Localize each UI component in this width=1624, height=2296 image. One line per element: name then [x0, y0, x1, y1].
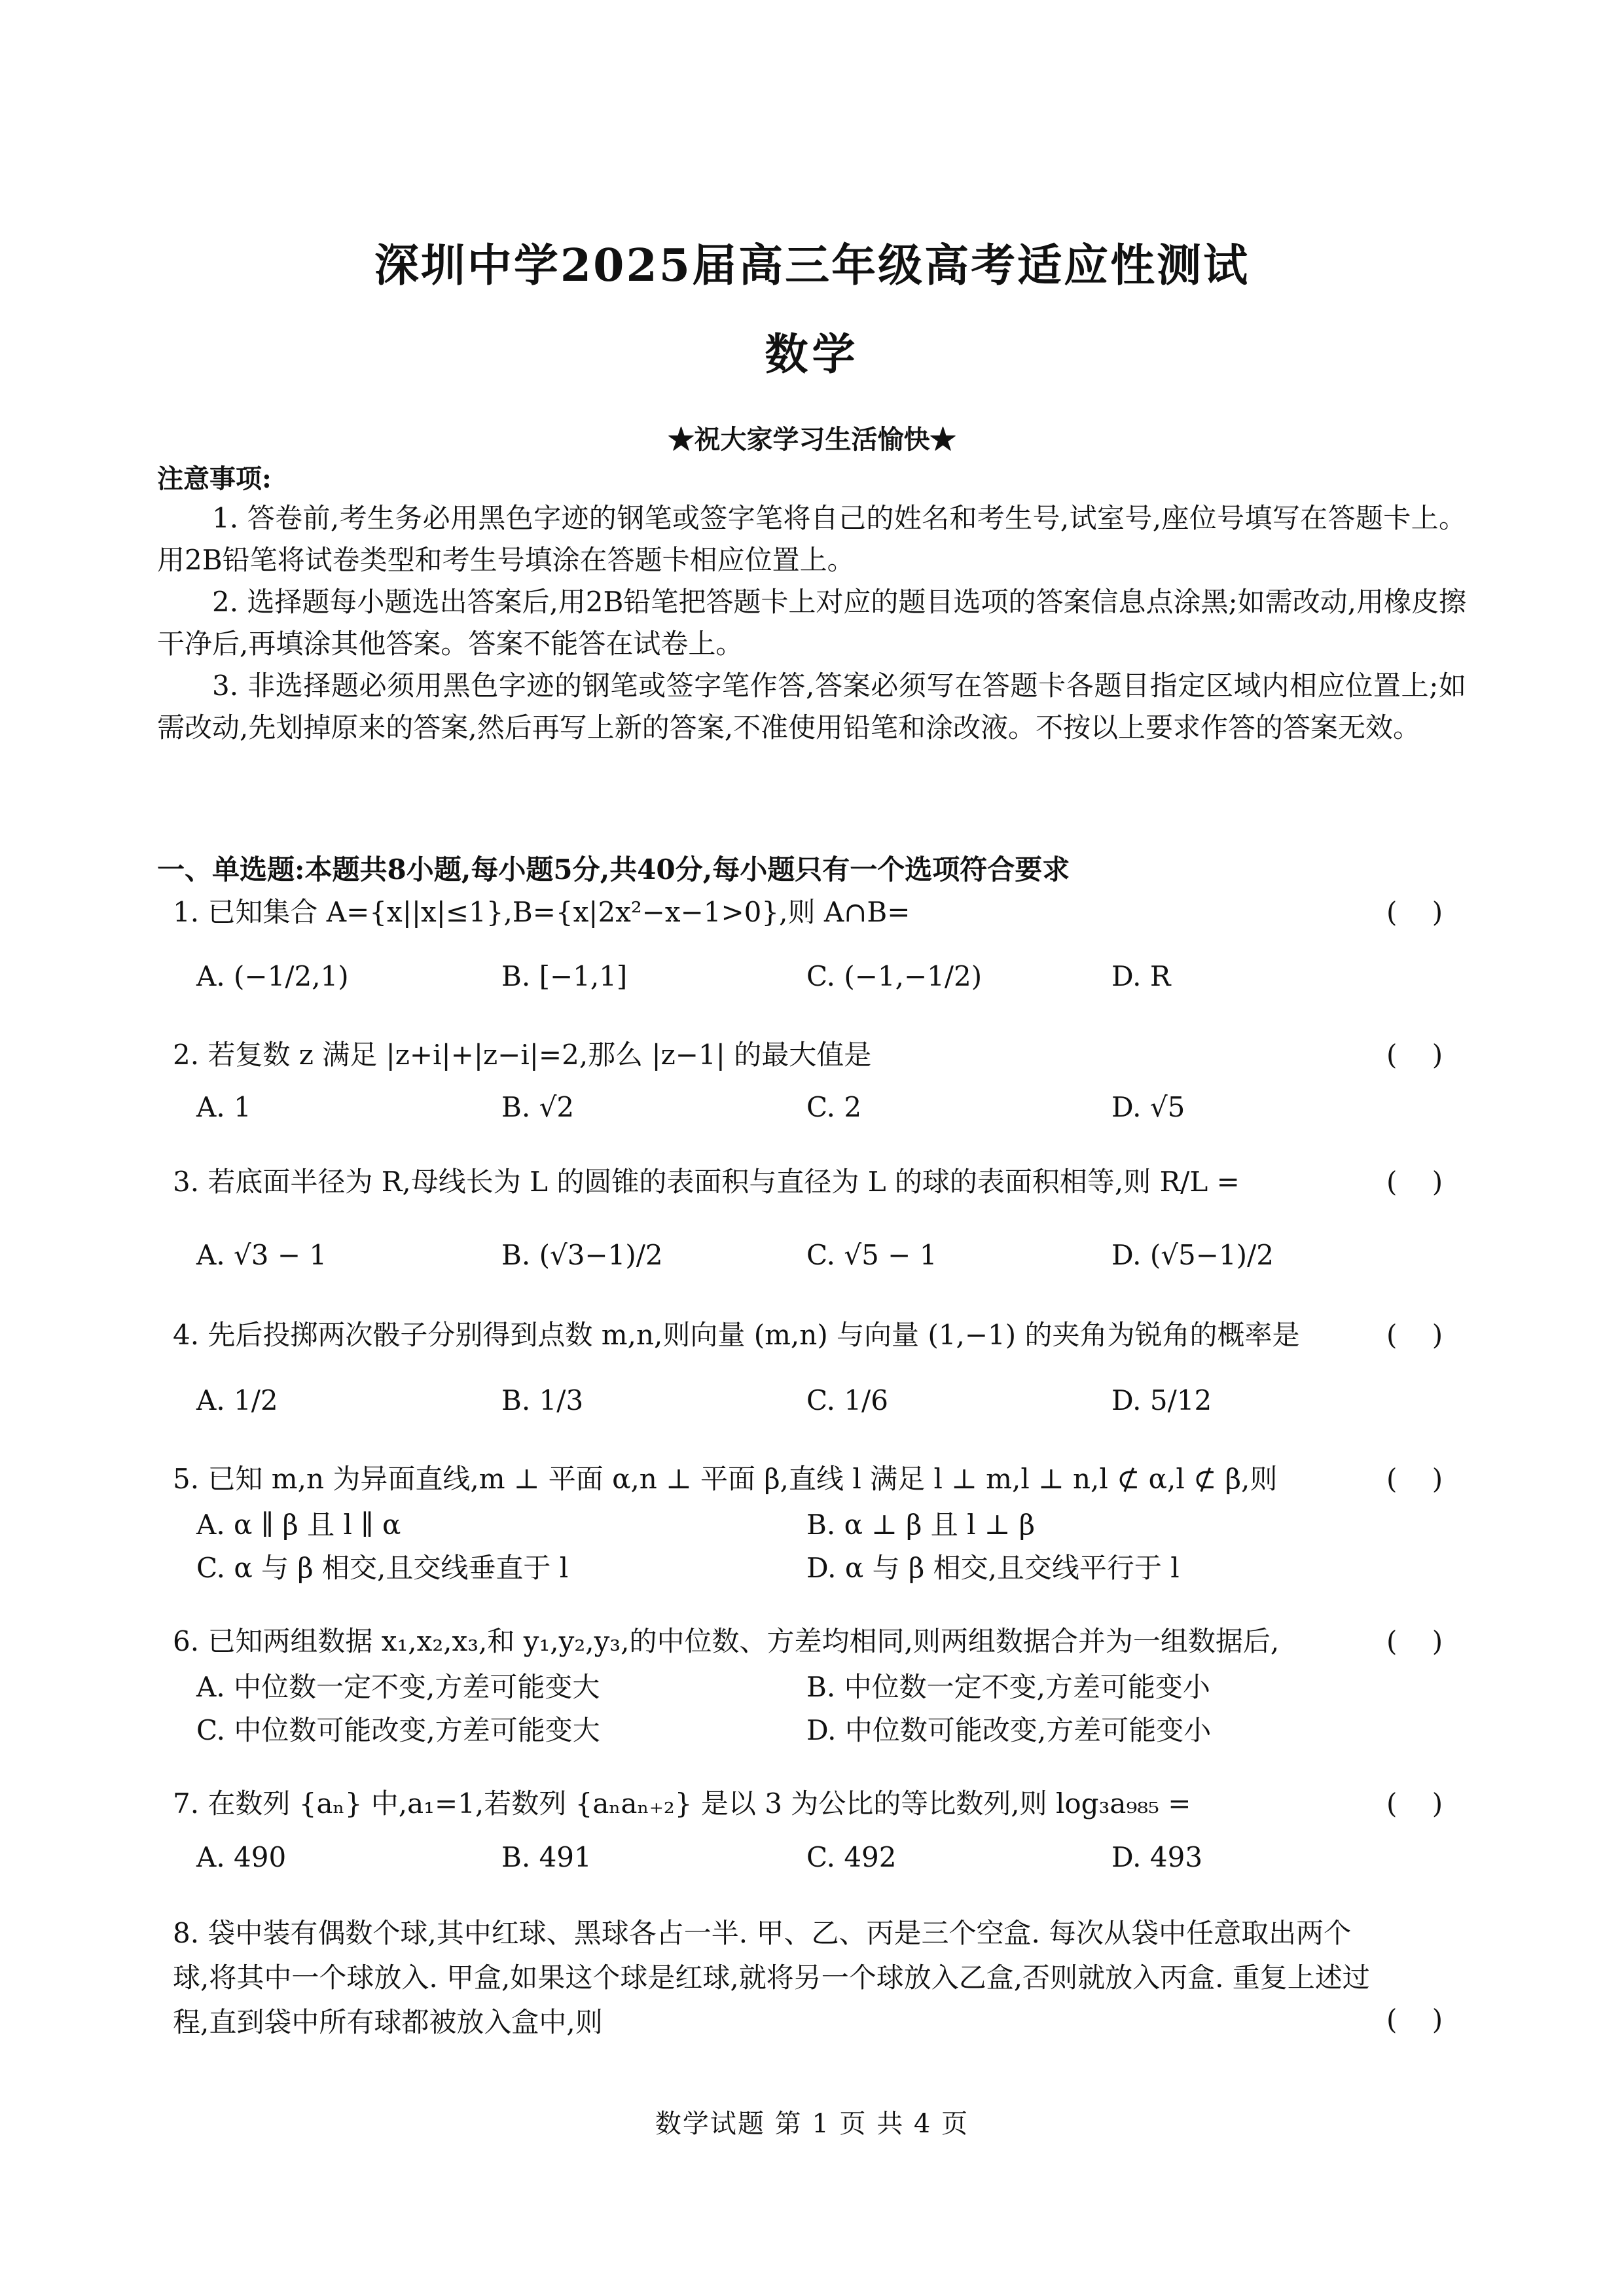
question-6-option-d: D. 中位数可能改变,方差可能变小	[806, 1714, 1212, 1746]
notice-item-2: 2. 选择题每小题选出答案后,用2B铅笔把答题卡上对应的题目选项的答案信息点涂黑;如需改动,用橡皮擦干净后,再填涂其他答案。答案不能答在试卷上。	[157, 586, 1466, 660]
question-2-stem: 2. 若复数 z 满足 |z+i|+|z−i|=2,那么 |z−1| 的最大值是	[173, 1039, 872, 1071]
question-4-option-c: C. 1/6	[806, 1384, 888, 1416]
question-4-stem: 4. 先后投掷两次骰子分别得到点数 m,n,则向量 (m,n) 与向量 (1,−1) 的夹角为锐角的概率是	[173, 1319, 1300, 1351]
answer-blank: ( )	[1386, 1625, 1443, 1657]
page-footer: 数学试题 第 1 页 共 4 页	[655, 2109, 969, 2139]
question-2-option-d: D. √5	[1111, 1091, 1185, 1123]
question-7-option-c: C. 492	[806, 1841, 897, 1873]
question-3-option-b: B. (√3−1)/2	[501, 1239, 663, 1271]
question-4-option-a: A. 1/2	[196, 1384, 278, 1416]
question-6-option-b: B. 中位数一定不变,方差可能变小	[806, 1671, 1210, 1703]
question-2-option-c: C. 2	[806, 1091, 862, 1123]
answer-blank: ( )	[1386, 1319, 1443, 1351]
answer-blank: ( )	[1386, 2003, 1443, 2036]
question-3-option-d: D. (√5−1)/2	[1111, 1239, 1274, 1271]
answer-blank: ( )	[1386, 1787, 1443, 1820]
question-7-option-d: D. 493	[1111, 1841, 1203, 1873]
question-2-option-b: B. √2	[501, 1091, 575, 1123]
notice-item-3: 3. 非选择题必须用黑色字迹的钢笔或签字笔作答,答案必须写在答题卡各题目指定区域内相应位置上;如需改动,先划掉原来的答案,然后再写上新的答案,不准使用铅笔和涂改液。不按以上要求作答的答案无效。	[157, 670, 1466, 744]
question-3-stem: 3. 若底面半径为 R,母线长为 L 的圆锥的表面积与直径为 L 的球的表面积相等,则 R/L =	[173, 1166, 1240, 1198]
notice-heading: 注意事项:	[157, 463, 272, 494]
answer-blank: ( )	[1386, 1166, 1443, 1198]
question-3-option-c: C. √5 − 1	[806, 1239, 937, 1271]
question-7-option-a: A. 490	[196, 1841, 287, 1873]
question-4-option-d: D. 5/12	[1111, 1384, 1212, 1416]
question-7-option-b: B. 491	[501, 1841, 592, 1873]
answer-blank: ( )	[1386, 1039, 1443, 1071]
question-4-option-b: B. 1/3	[501, 1384, 584, 1416]
notice-item-1: 1. 答卷前,考生务必用黑色字迹的钢笔或签字笔将自己的姓名和考生号,试室号,座位号填写在答题卡上。用2B铅笔将试卷类型和考生号填涂在答题卡相应位置上。	[157, 502, 1466, 576]
answer-blank: ( )	[1386, 896, 1443, 928]
question-5-option-d: D. α 与 β 相交,且交线平行于 l	[806, 1552, 1180, 1584]
question-1-option-d: D. R	[1111, 960, 1171, 992]
question-6-option-a: A. 中位数一定不变,方差可能变大	[196, 1671, 600, 1703]
question-1-stem: 1. 已知集合 A={x||x|≤1},B={x|2x²−x−1>0},则 A∩B=	[173, 896, 911, 928]
question-5-option-a: A. α ∥ β 且 l ∥ α	[196, 1509, 401, 1541]
question-2-option-a: A. 1	[196, 1091, 251, 1123]
page-title: 深圳中学2025届高三年级高考适应性测试	[374, 240, 1250, 292]
question-3-option-a: A. √3 − 1	[196, 1239, 327, 1271]
subject-title: 数学	[765, 329, 859, 380]
question-5-option-b: B. α ⊥ β 且 l ⊥ β	[806, 1509, 1036, 1541]
question-1-option-a: A. (−1/2,1)	[196, 960, 349, 992]
question-5-option-c: C. α 与 β 相交,且交线垂直于 l	[196, 1552, 569, 1584]
question-6-stem: 6. 已知两组数据 x₁,x₂,x₃,和 y₁,y₂,y₃,的中位数、方差均相同,则两组数据合并为一组数据后,	[173, 1625, 1280, 1657]
question-6-option-c: C. 中位数可能改变,方差可能变大	[196, 1714, 600, 1746]
question-8-stem: 8. 袋中装有偶数个球,其中红球、黑球各占一半. 甲、乙、丙是三个空盒. 每次从袋中任意取出两个球,将其中一个球放入. 甲盒,如果这个球是红球,就将另一个球放入乙盒,否则就放入丙盒. 重复上述过程,直到袋中所有球都被放入盒中,则	[173, 1917, 1370, 2038]
question-7-stem: 7. 在数列 {aₙ} 中,a₁=1,若数列 {aₙaₙ₊₂} 是以 3 为公比的等比数列,则 log₃a₉₈₅ =	[173, 1787, 1191, 1820]
question-1-option-c: C. (−1,−1/2)	[806, 960, 983, 992]
question-5-stem: 5. 已知 m,n 为异面直线,m ⊥ 平面 α,n ⊥ 平面 β,直线 l 满足 l ⊥ m,l ⊥ n,l ⊄ α,l ⊄ β,则	[173, 1463, 1278, 1495]
motto: ★祝大家学习生活愉快★	[668, 424, 956, 455]
answer-blank: ( )	[1386, 1463, 1443, 1495]
question-1-option-b: B. [−1,1]	[501, 960, 628, 992]
section-heading: 一、单选题:本题共8小题,每小题5分,共40分,每小题只有一个选项符合要求	[157, 853, 1070, 886]
